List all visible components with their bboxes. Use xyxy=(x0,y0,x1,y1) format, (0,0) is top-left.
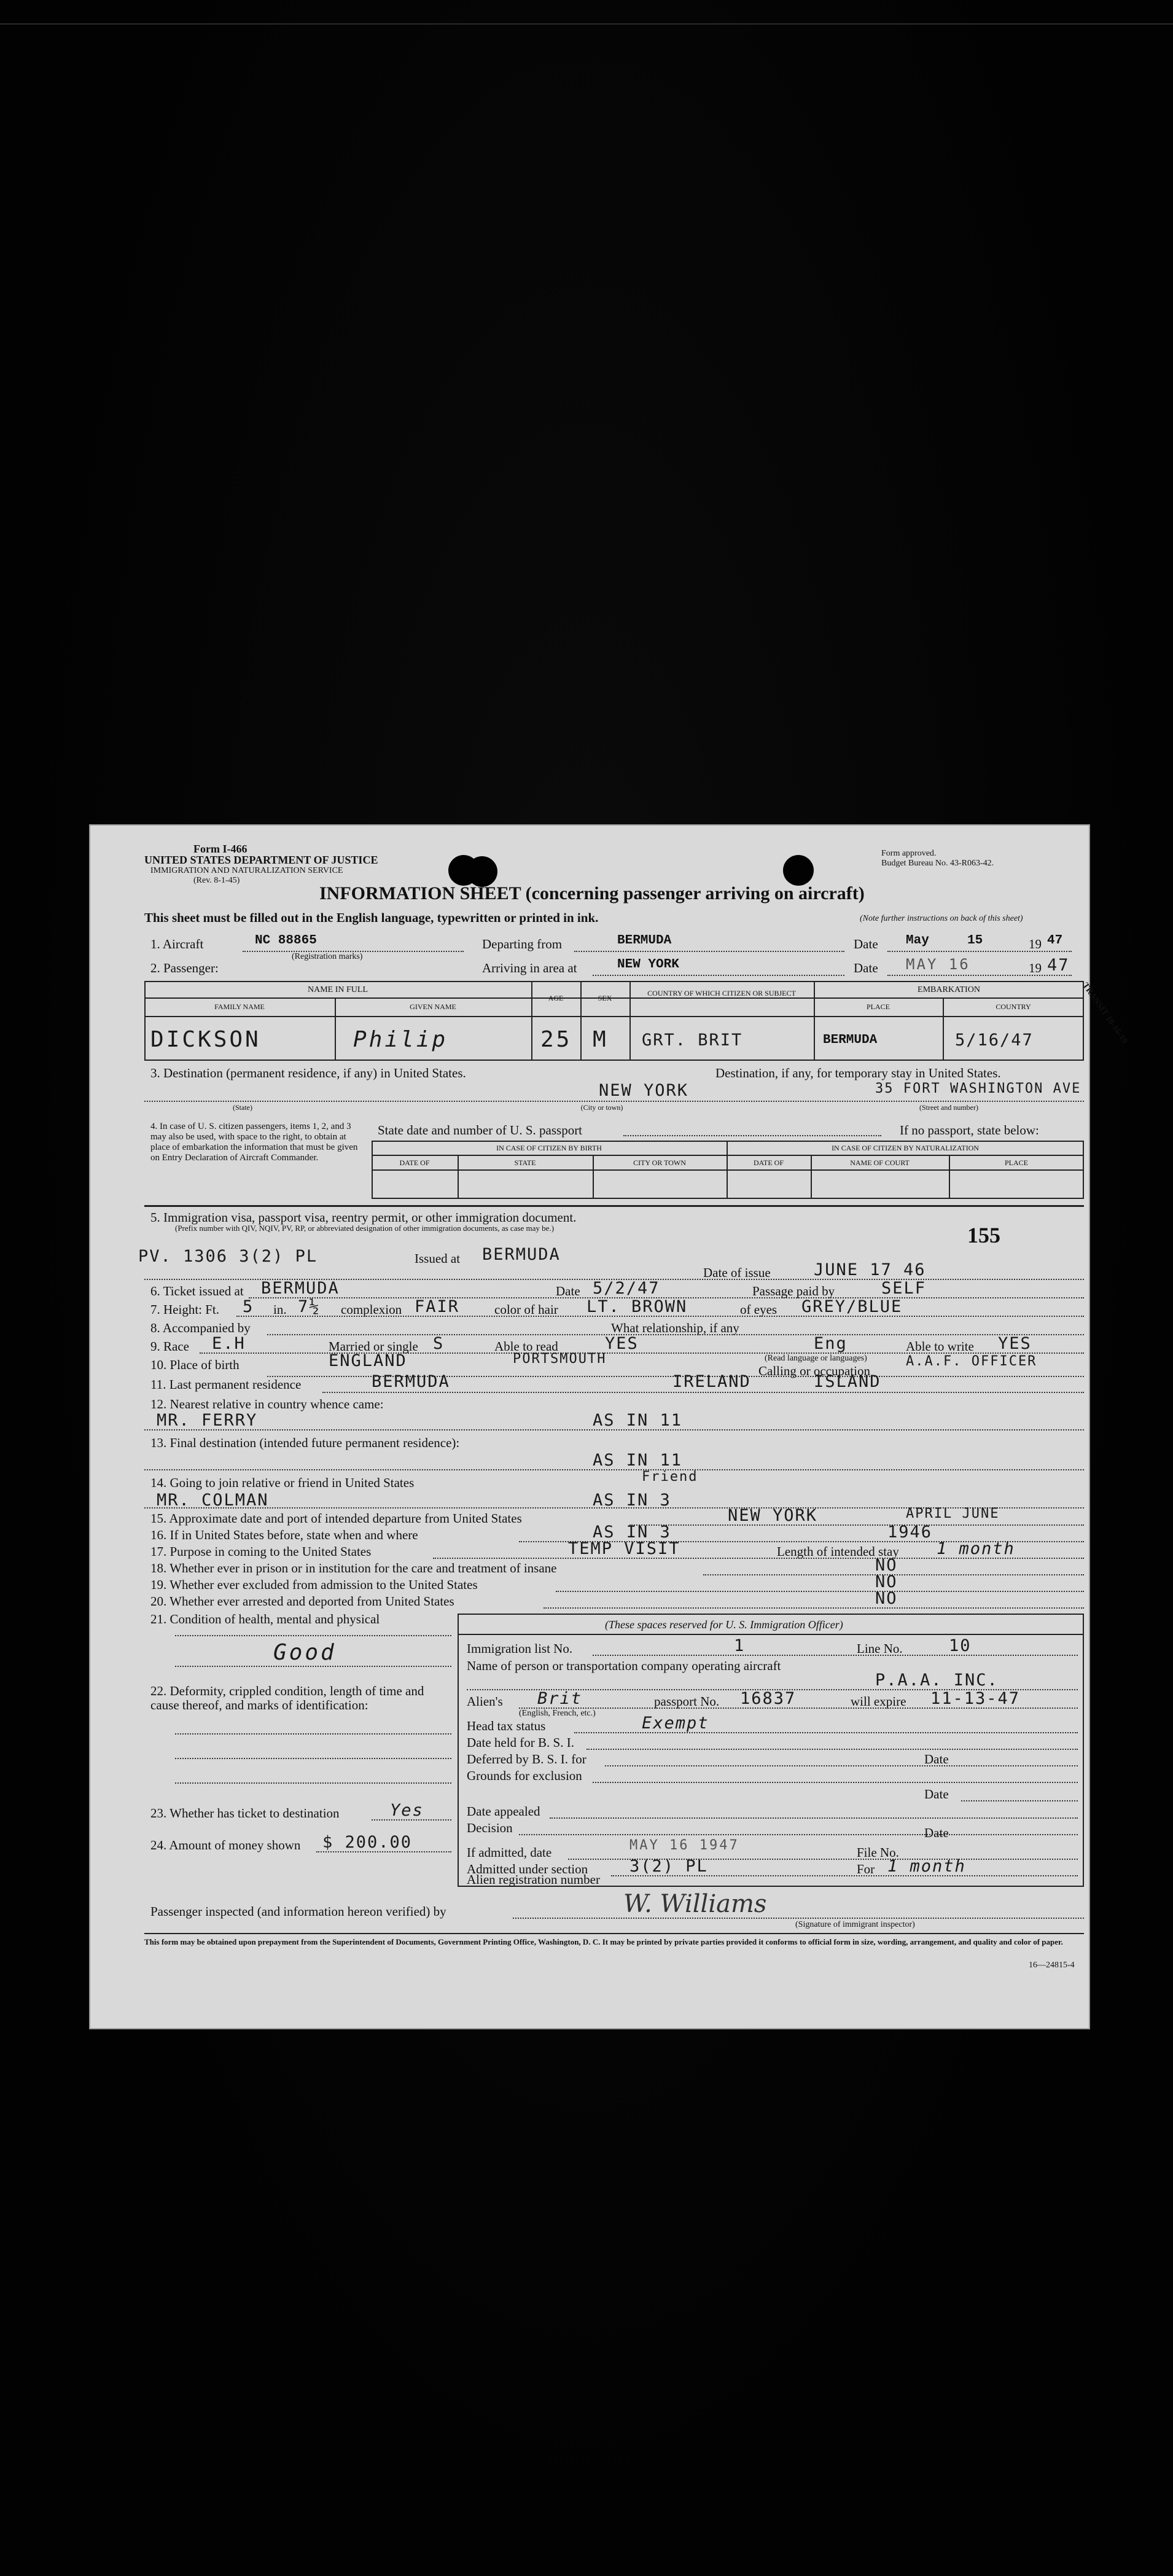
date-of-issue-value: JUNE 17 46 xyxy=(814,1260,926,1279)
form-approved: Form approved. xyxy=(881,849,937,858)
nat-place-header: PLACE xyxy=(1004,1158,1028,1167)
race-value: E.H xyxy=(212,1334,246,1353)
deferred-bsi-label: Deferred by B. S. I. for xyxy=(467,1752,586,1766)
passport-no-label: passport No. xyxy=(654,1694,720,1709)
family-name-value: DICKSON xyxy=(150,1027,261,1052)
birth-city-header: CITY OR TOWN xyxy=(633,1158,686,1167)
us-passport-label: State date and number of U. S. passport xyxy=(378,1123,583,1138)
excluded-value: NO xyxy=(875,1572,898,1591)
deferred-date-label: Date xyxy=(924,1752,949,1766)
line-no-label: Line No. xyxy=(857,1641,903,1656)
departure-year: 47 xyxy=(1047,934,1063,948)
will-expire-label: will expire xyxy=(851,1694,906,1709)
nat-court-header: NAME OF COURT xyxy=(850,1158,910,1167)
inspected-label: Passenger inspected (and information hereon verified) by xyxy=(150,1904,446,1919)
arrival-date-stamp: MAY 16 xyxy=(906,956,970,973)
money-value: $ 200.00 xyxy=(322,1833,413,1852)
no-passport-label: If no passport, state below: xyxy=(900,1123,1039,1138)
sex-value: M xyxy=(593,1027,609,1052)
sheet-number-stamp: 155 xyxy=(967,1223,1000,1247)
alien-nationality: Brit xyxy=(537,1689,583,1708)
departing-value: BERMUDA xyxy=(617,934,672,948)
previous-stay-value: AS IN 3 xyxy=(593,1523,671,1542)
join-relative-label: 14. Going to join relative or friend in United States xyxy=(150,1475,415,1490)
visa-label: 5. Immigration visa, passport visa, reentry permit, or other immigration document. xyxy=(150,1210,577,1225)
for-label: For xyxy=(857,1862,875,1876)
hair-value: LT. BROWN xyxy=(586,1297,688,1316)
race-label: 9. Race xyxy=(150,1339,189,1354)
calling-label: Calling or occupation xyxy=(758,1364,870,1378)
purpose-value: TEMP VISIT xyxy=(568,1539,680,1558)
grounds-date-label: Date xyxy=(924,1787,949,1801)
place-header: PLACE xyxy=(866,1002,890,1011)
departure-plan-port: NEW YORK xyxy=(728,1506,818,1525)
admitted-date-stamp: MAY 16 1947 xyxy=(629,1838,739,1853)
married-label: Married or single xyxy=(329,1339,418,1354)
join-relative-value: MR. COLMAN xyxy=(157,1491,269,1510)
by-birth-header: IN CASE OF CITIZEN BY BIRTH xyxy=(496,1144,602,1152)
eyes-label: of eyes xyxy=(740,1302,777,1317)
sex-header: SEX xyxy=(598,994,612,1002)
height-ft: 5 xyxy=(243,1297,254,1316)
family-name-header: FAMILY NAME xyxy=(214,1002,265,1011)
given-name-header: GIVEN NAME xyxy=(410,1002,456,1011)
previous-stay-year: 1946 xyxy=(887,1523,933,1542)
last-residence-city: IRELAND xyxy=(672,1372,751,1391)
birth-city-value: PORTSMOUTH xyxy=(513,1351,607,1367)
nearest-relative-value: MR. FERRY xyxy=(157,1411,258,1430)
head-tax-value: Exempt xyxy=(642,1714,709,1733)
will-expire-value: 11-13-47 xyxy=(930,1689,1021,1708)
join-relative-note: Friend xyxy=(642,1469,698,1485)
previous-stay-label: 16. If in United States before, state when and where xyxy=(150,1528,418,1542)
information-sheet-document xyxy=(89,824,1129,2029)
print-code: 16—24815-4 xyxy=(1029,1961,1075,1970)
complexion-value: FAIR xyxy=(415,1297,460,1316)
aircraft-label: 1. Aircraft xyxy=(150,937,204,951)
passage-paid-value: SELF xyxy=(881,1279,927,1298)
punch-hole xyxy=(467,856,497,887)
purpose-label: 17. Purpose in coming to the United States xyxy=(150,1544,372,1559)
department-name: UNITED STATES DEPARTMENT OF JUSTICE xyxy=(144,854,378,866)
alien-label: Alien's xyxy=(467,1694,503,1709)
last-residence-country: BERMUDA xyxy=(372,1372,450,1391)
passenger-label: 2. Passenger: xyxy=(150,961,219,975)
health-label: 21. Condition of health, mental and physical xyxy=(150,1612,380,1626)
departure-day: 15 xyxy=(967,934,983,948)
temp-destination-label: Destination, if any, for temporary stay in United States. xyxy=(715,1066,1001,1080)
punch-hole xyxy=(783,855,814,886)
visa-value: PV. 1306 3(2) PL xyxy=(138,1247,318,1266)
prison-label: 18. Whether ever in prison or in institution for the care and treatment of insane xyxy=(150,1561,557,1575)
departure-plan-date: APRIL JUNE xyxy=(906,1506,1000,1521)
age-value: 25 xyxy=(540,1027,572,1052)
officer-box-title: (These spaces reserved for U. S. Immigration Officer) xyxy=(605,1618,843,1631)
form-title: INFORMATION SHEET (concerning passenger arriving on aircraft) xyxy=(319,883,865,904)
departing-label: Departing from xyxy=(482,937,563,951)
admitted-under-value: 3(2) PL xyxy=(629,1857,708,1876)
state-caption: (State) xyxy=(233,1103,252,1112)
inspector-signature: W. Williams xyxy=(623,1890,767,1918)
arrival-century: 19 xyxy=(1029,961,1042,975)
transit-annotation: TRANSIT 10-16-19 xyxy=(1080,981,1129,1045)
nearest-relative-address: AS IN 11 xyxy=(593,1411,683,1430)
issued-at-label: Issued at xyxy=(415,1251,461,1266)
alien-registration-label: Alien registration number xyxy=(467,1872,600,1887)
able-to-write-value: YES xyxy=(998,1334,1032,1353)
city-caption: (City or town) xyxy=(580,1103,623,1112)
visa-sub: (Prefix number with QIV, NQIV, PV, RP, or abbreviated designation of other immigration documents, as case may be.) xyxy=(175,1224,555,1233)
able-to-read-label: Able to read xyxy=(494,1339,558,1354)
immigration-list-value: 1 xyxy=(734,1636,746,1655)
height-label: 7. Height: Ft. xyxy=(150,1302,220,1317)
temp-destination-value: 35 FORT WASHINGTON AVE xyxy=(875,1081,1081,1096)
relationship-label: What relationship, if any xyxy=(611,1321,739,1335)
excluded-label: 19. Whether ever excluded from admission to the United States xyxy=(150,1577,478,1592)
printing-note: This form may be obtained upon prepayment from the Superintendent of Documents, Government Printing Office, Washington, D. C. It may be printed by private parties provided it conforms to official form in size, wording, arrangement, and quality and color of paper. xyxy=(144,1937,1063,1946)
immigration-list-label: Immigration list No. xyxy=(467,1641,573,1656)
destination-value: NEW YORK xyxy=(599,1081,689,1100)
decision-date-label: Date xyxy=(924,1825,949,1840)
last-residence-island: ISLAND xyxy=(814,1372,881,1391)
deported-label: 20. Whether ever arrested and deported from United States xyxy=(150,1594,454,1609)
company-label: Name of person or transportation company operating aircraft xyxy=(467,1658,781,1673)
file-no-label: File No. xyxy=(857,1845,899,1860)
accompanied-label: 8. Accompanied by xyxy=(150,1321,251,1335)
arriving-value: NEW YORK xyxy=(617,958,679,972)
country-citizen-header: COUNTRY OF WHICH CITIZEN OR SUBJECT xyxy=(647,989,796,997)
date-appealed-label: Date appealed xyxy=(467,1804,540,1819)
birth-country-value: ENGLAND xyxy=(329,1351,407,1370)
form-number: Form I-466 xyxy=(193,843,247,855)
held-bsi-label: Date held for B. S. I. xyxy=(467,1735,574,1750)
departure-plan-label: 15. Approximate date and port of intended departure from United States xyxy=(150,1511,522,1526)
stay-length-value: 1 month xyxy=(937,1539,1015,1558)
passage-paid-label: Passage paid by xyxy=(752,1284,835,1298)
ticket-issued-label: 6. Ticket issued at xyxy=(150,1284,244,1298)
nearest-relative-label: 12. Nearest relative in country whence came: xyxy=(150,1397,384,1411)
service-name: IMMIGRATION AND NATURALIZATION SERVICE xyxy=(150,866,343,875)
ticket-date-label: Date xyxy=(556,1284,580,1298)
height-in-label: in. xyxy=(273,1302,287,1317)
citizen-value: GRT. BRIT xyxy=(642,1031,743,1050)
head-tax-label: Head tax status xyxy=(467,1719,546,1733)
age-header: AGE xyxy=(548,994,564,1002)
departure-century: 19 xyxy=(1029,937,1042,951)
final-destination-label: 13. Final destination (intended future permanent residence): xyxy=(150,1435,460,1450)
birth-state-header: STATE xyxy=(514,1158,536,1167)
health-value: Good xyxy=(273,1640,337,1665)
given-name-value: Philip xyxy=(353,1027,448,1052)
place-of-birth-label: 10. Place of birth xyxy=(150,1357,240,1372)
alien-caption: (English, French, etc.) xyxy=(519,1709,596,1718)
aircraft-value: NC 88865 xyxy=(255,934,317,948)
budget-bureau: Budget Bureau No. 43-R063-42. xyxy=(881,859,994,868)
line-no-value: 10 xyxy=(949,1636,972,1655)
embarkation-place-value: BERMUDA xyxy=(823,1033,878,1047)
destination-label: 3. Destination (permanent residence, if any) in United States. xyxy=(150,1066,466,1080)
date-of-issue-label: Date of issue xyxy=(703,1265,771,1280)
signature-caption: (Signature of immigrant inspector) xyxy=(795,1920,915,1929)
company-value: P.A.A. INC. xyxy=(875,1671,999,1690)
complexion-label: complexion xyxy=(341,1302,402,1317)
able-to-read-value: YES xyxy=(605,1334,639,1353)
married-value: S xyxy=(433,1334,445,1353)
grounds-label: Grounds for exclusion xyxy=(467,1768,582,1783)
issued-at-value: BERMUDA xyxy=(482,1245,561,1264)
instruction: This sheet must be filled out in the English language, typewritten or printed in ink. xyxy=(144,910,599,925)
read-language-value: Eng xyxy=(814,1334,848,1353)
arrival-year: 47 xyxy=(1047,956,1070,975)
deformity-label: 22. Deformity, crippled condition, length of time and cause thereof, and marks of identification: xyxy=(150,1684,424,1712)
embarkation-header: EMBARKATION xyxy=(918,985,980,994)
registration-caption: (Registration marks) xyxy=(292,952,363,961)
nat-date-header: DATE OF xyxy=(753,1158,784,1167)
arrival-date-label: Date xyxy=(854,961,878,975)
admitted-date-label: If admitted, date xyxy=(467,1845,552,1860)
deported-value: NO xyxy=(875,1589,898,1608)
language-caption: (Read language or languages) xyxy=(765,1354,867,1363)
street-caption: (Street and number) xyxy=(919,1103,978,1112)
able-to-write-label: Able to write xyxy=(906,1339,974,1354)
join-relative-address: AS IN 3 xyxy=(593,1491,671,1510)
hair-label: color of hair xyxy=(494,1302,558,1317)
revision: (Rev. 8-1-45) xyxy=(193,876,240,885)
money-label: 24. Amount of money shown xyxy=(150,1838,301,1852)
final-destination-value: AS IN 11 xyxy=(593,1451,683,1470)
scan-edge-line xyxy=(0,23,1173,25)
admitted-under-label: Admitted under section xyxy=(467,1862,588,1876)
eyes-value: GREY/BLUE xyxy=(801,1297,903,1316)
back-note: (Note further instructions on back of this sheet) xyxy=(860,914,1023,923)
birth-date-header: DATE OF xyxy=(399,1158,430,1167)
stay-length-label: Length of intended stay xyxy=(777,1544,899,1559)
citizen-note: 4. In case of U. S. citizen passengers, items 1, 2, and 3 may also be used, with space to the right, to obtain at place of embarkation the information that must be given on Entry Declaration of Aircraft Commander. xyxy=(150,1122,358,1163)
calling-value: A.A.F. OFFICER xyxy=(906,1354,1037,1369)
ticket-destination-value: Yes xyxy=(390,1801,424,1820)
for-value: 1 month xyxy=(887,1857,966,1876)
name-in-full-header: NAME IN FULL xyxy=(308,985,368,994)
embarkation-date-value: 5/16/47 xyxy=(955,1031,1034,1050)
departure-month: May xyxy=(906,934,929,948)
arriving-label: Arriving in area at xyxy=(482,961,577,975)
height-in: 7½ xyxy=(298,1297,321,1316)
last-residence-label: 11. Last permanent residence xyxy=(150,1377,302,1392)
ticket-issued-value: BERMUDA xyxy=(261,1279,340,1298)
passport-no-value: 16837 xyxy=(740,1689,797,1708)
prison-value: NO xyxy=(875,1556,898,1575)
ticket-destination-label: 23. Whether has ticket to destination xyxy=(150,1806,340,1821)
decision-label: Decision xyxy=(467,1821,513,1835)
ticket-date-value: 5/2/47 xyxy=(593,1279,660,1298)
by-naturalization-header: IN CASE OF CITIZEN BY NATURALIZATION xyxy=(832,1144,979,1152)
country-header: COUNTRY xyxy=(996,1002,1031,1011)
date-label: Date xyxy=(854,937,878,951)
